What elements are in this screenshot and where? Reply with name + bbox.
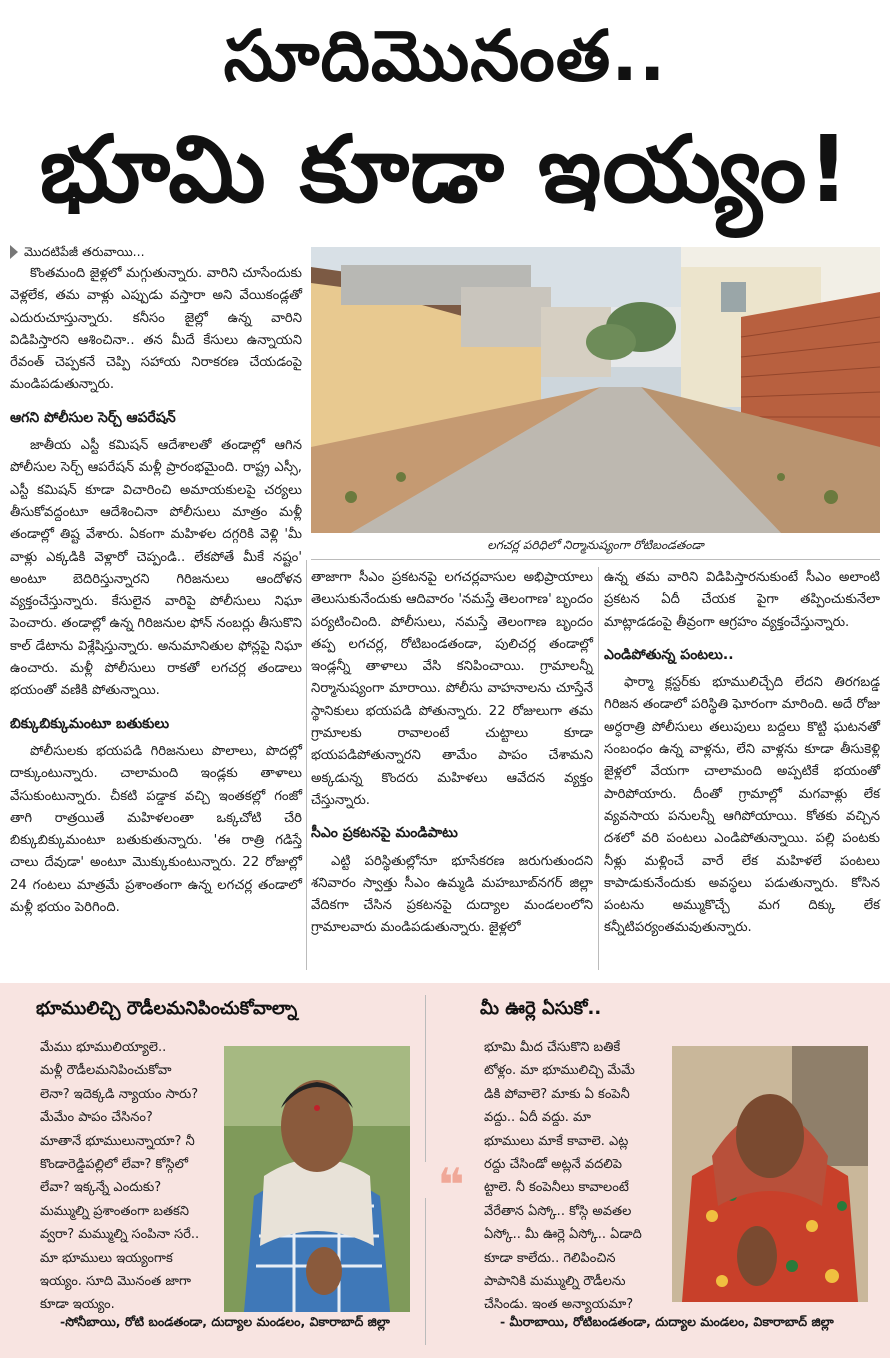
right-quote-text (484, 1036, 642, 1317)
village-lane-image (311, 247, 880, 533)
left-quote-heading: భూములిచ్చి రౌడీలమనిపించుకోవాల్నా (36, 998, 298, 1019)
left-quote-line: ఇయ్యం. సూది మొనంత జాగా (40, 1274, 191, 1290)
caption-rule (311, 559, 880, 560)
meerabai-portrait (672, 1046, 868, 1302)
left-quote-text (40, 1036, 199, 1317)
continued-marker (10, 241, 302, 263)
quote-mark-icon: ❝ (423, 1162, 479, 1198)
right-quote-line: ట్టాలె. నీ కంపెనీలు కావాలంటే (484, 1180, 629, 1196)
left-quote-line: కూడా ఇయ్యం. (40, 1297, 115, 1313)
right-quote-heading: మీ ఊర్లె ఏసుకో.. (480, 998, 602, 1019)
right-quote-line: భూములు మాకే కావాలె. ఎట్ల (484, 1133, 629, 1149)
left-quote-line: కొండారెడ్డిపల్లిలో లేవా? కోస్గిలో (40, 1157, 189, 1173)
col2-para-2: ఎట్టి పరిస్థితుల్లోనూ భూసేకరణ జరుగుతుందని శనివారం స్వాత్తు సీఎం ఉమ్మడి మహబూబ్‌నగర్ జిల్లా వేదికగా చేసిన ప్రకటనపై దుద్యాల మండలంలోని గ్రామాలవారు మండిపడుతున్నారు. జైళ్లలో (311, 853, 593, 936)
left-quote-line: మమ్ముల్ని ప్రశాంతంగా బతకని (40, 1203, 189, 1219)
col1-subhead-1: ఆగని పోలీసుల సెర్చ్ ఆపరేషన్ (10, 409, 176, 426)
left-quote-line: మేమేం పాపం చేసినం? (40, 1110, 153, 1126)
continued-text: మొదటిపేజీ తరువాయి... (24, 243, 145, 259)
left-quote-line: మళ్లీ రౌడీలమనిపించుకోవా (40, 1063, 172, 1079)
sonibai-portrait (224, 1046, 410, 1312)
meerabai-photo (672, 1046, 868, 1302)
photo-caption: లగచర్ల పరిధిలో నిర్మానుష్యంగా రోటిబండతండా (487, 538, 704, 552)
sonibai-photo (224, 1046, 410, 1312)
right-quote-line: ఏస్కో.. మీ ఊర్లె ఏస్కో.. ఏడాది (484, 1227, 642, 1243)
right-quote-line: టోళ్లం. మా భూములిచ్చి మేమే (484, 1063, 635, 1079)
col3-para-2: ఫార్మా క్లస్టర్‌కు భూములిచ్చేది లేదని తిరగబడ్డ గిరిజన తండాలో పరిస్థితి ఘోరంగా మారింది. అదే రోజు అర్ధరాత్రి పోలీసులు తలుపులు బద్దలు కొట్టి ఘటనతో సంబంధం ఉన్న వాళ్లను, లేని వాళ్లను కూడా తీసుకెళ్లి జైళ్లలో వేయగా చాలామంది అప్పటికే భయంతో పారిపోయారు. దీంతో గ్రామాల్లో మగవాళ్లు లేక వ్యవసాయ పనులన్నీ ఆగిపోయాయి. కోతకు వచ్చిన దశలో వరి పంటలు ఎండిపోతున్నాయి. పల్లి పంటకు నీళ్లు మళ్లించే వారే లేక మహిళలే పంటలు కాపాడుకునేందుకు అవస్థలు పడుతున్నారు. కోసిన పంటను అమ్ముకొచ్చే మగ దిక్కు లేక కన్నీటిపర్యంతమవుతున్నారు. (604, 675, 880, 936)
column-divider (306, 560, 307, 970)
col1-para-2: జాతీయ ఎస్టీ కమిషన్ ఆదేశాలతో తండాల్లో ఆగిన పోలీసుల సెర్చ్ ఆపరేషన్ మళ్లీ ప్రారంభమైంది. రాష్ట్ర ఎస్సీ, ఎస్టీ కమిషన్ కూడా విచారించి అమాయకులపై చర్యలు తీసుకోవద్దంటూ ఆదేశించినా పోలీసులు మాత్రం మళ్లీ తండాల్లో తిష్ట వేశారు. ఏకంగా మహిళల దగ్గరికి వెళ్లి 'మీ వాళ్లు ఎక్కడికి వెళ్లారో చెప్పండి.. లేకపోతే మీకే నష్టం' అంటూ బెదిరిస్తున్నారని గిరిజనులు ఆందోళన వ్యక్తంచేస్తున్నారు. కేసులైన వారిపై పోలీసులు నిఘా పెంచారు. తండాల్లో ఉన్న గిరిజనుల ఫోన్ నంబర్లు తీసుకొని కాల్ డేటాను విశ్లేషిస్తున్నారు. అనుమానితుల ఫోన్లపై నిఘా ఉంచారు. మళ్లీ పోలీసులు రాకతో లగచర్ల తండాలు భయంతో వణికి పోతున్నాయి. (10, 438, 302, 699)
right-quote-credit: - మీరాబాయి, రోటిబండతండా, దుద్యాల మండలం, వికారాబాద్ జిల్లా (500, 1314, 834, 1329)
col1-para-1: కొంతమంది జైళ్లలో మగ్గుతున్నారు. వారిని చూసేందుకు వెళ్లలేక, తమ వాళ్లు ఎప్పుడు వస్తారా అని వేయికండ్లతో ఎదురుచూస్తున్నారు. కనీసం జైల్లో ఉన్న వారిని విడిపిస్తారని ఆశించినా.. తన మీదే కేసులు ఉన్నాయని రేవంత్ చెప్పకనే చెప్పి సహాయ నిరాకరణ చేయడంపై మండిపడుతున్నారు. (10, 266, 302, 393)
left-quote-line: లెనా? ఇదెక్కడి న్యాయం సారు? (40, 1086, 199, 1102)
right-quote-line: రద్దు చేసిండో అట్లనే వదలిపె (484, 1157, 623, 1173)
column-3 (604, 567, 880, 940)
col2-subhead-1: సీఎం ప్రకటనపై మండిపాటు (311, 825, 458, 842)
col3-subhead-1: ఎండిపోతున్న పంటలు.. (604, 646, 734, 663)
left-quote-line: మా భూములు ఇయ్యంగాక (40, 1250, 173, 1266)
right-quote-line: భూమి మీద చేసుకొని బతికే (484, 1040, 621, 1055)
left-quote-credit: -సోనీబాయి, రోటి బండతండా, దుద్యాల మండలం, వికారాబాద్ జిల్లా (60, 1314, 390, 1329)
right-quote-line: వద్దు.. ఏదీ వద్దు. మా (484, 1110, 591, 1126)
headline-line-1: సూదిమొనంత.. (223, 15, 667, 97)
column-divider-2 (598, 567, 599, 970)
chevron-right-icon (10, 245, 18, 259)
right-quote-line: వేరేతాన ఏస్కో.. కోస్గి అవతల (484, 1203, 632, 1219)
right-quote-line: డికి పోవాలె? మాకు ఏ కంపెనీ (484, 1086, 630, 1102)
col1-subhead-2: బిక్కుబిక్కుమంటూ బతుకులు (10, 715, 170, 732)
right-quote-line: పాపానికి మమ్ముల్ని రౌడీలను (484, 1274, 626, 1290)
left-quote-line: మేము భూములియ్యాలె.. (40, 1040, 167, 1055)
left-quote-line: వ్వరా? మమ్ముల్ని సంపినా సరే.. (40, 1227, 200, 1243)
col2-para-1: తాజాగా సీఎం ప్రకటనపై లగచర్లవాసుల అభిప్రాయాలు తెలుసుకునేందుకు ఆదివారం 'నమస్తే తెలంగాణ' బృందం పర్యటించింది. పోలీసులు, నమస్తే తెలంగాణ బృందం తప్ప లగచర్ల, రోటిబండతండా, పులిచర్ల తండాల్లో ఇండ్లన్నీ తాళాలు వేసి కనిపించాయి. గ్రామాలన్నీ నిర్మానుష్యంగా మారాయి. పోలీసు వాహనాలను చూస్తేనే స్థానికులు భయపడి పోతున్నారు. 22 రోజులుగా తమ గ్రామాలకు రావాలంటే చుట్టాలు కూడా భయపడిపోతున్నారని తామేం పాపం చేశామని అక్కడున్న కొందరు మహిళలు ఆవేదన వ్యక్తం చేస్తున్నారు. (311, 570, 593, 808)
right-quote-line: కూడా కాలేదు.. గెలిపించిన (484, 1250, 616, 1266)
left-quote-line: లేవా? ఇక్కన్నే ఎందుకు? (40, 1180, 162, 1196)
left-quote-line: మాతానే భూములున్నాయా? నీ (40, 1133, 195, 1149)
column-2 (311, 567, 593, 940)
column-1 (10, 241, 302, 919)
col3-para-1: ఉన్న తమ వారిని విడిపిస్తారనుకుంటే సీఎం అలాంటి ప్రకటన ఏదీ చేయక పైగా తప్పించుకునేలా మాట్లాడడంపై తీవ్రంగా ఆగ్రహం వ్యక్తంచేస్తున్నారు. (604, 570, 880, 630)
right-quote-line: చేసిండు. ఇంత అన్యాయమా? (484, 1297, 634, 1313)
col1-para-3: పోలీసులకు భయపడి గిరిజనులు పొలాలు, పొదల్లో దాక్కుంటున్నారు. చాలామంది ఇండ్లకు తాళాలు వేసుకుంటున్నారు. చీకటి పడ్డాక వచ్చి ఇంతకల్లో గంజో తాగి రాత్రయితే మహిళలంతా ఒక్కచోటి చేరి బిక్కుబిక్కుమంటూ బతుకుతున్నారు. 'ఈ రాత్రి గడిస్తే చాలు దేవుడా' అంటూ మొక్కుకుంటున్నారు. 22 రోజుల్లో 24 గంటలు మాత్రమే ప్రశాంతంగా ఉన్న లగచర్ల తండాలో మళ్లీ భయం పెరిగింది. (10, 743, 302, 916)
headline-line-2: భూమి కూడా ఇయ్యం! (39, 116, 851, 223)
village-lane-photo (311, 247, 880, 533)
